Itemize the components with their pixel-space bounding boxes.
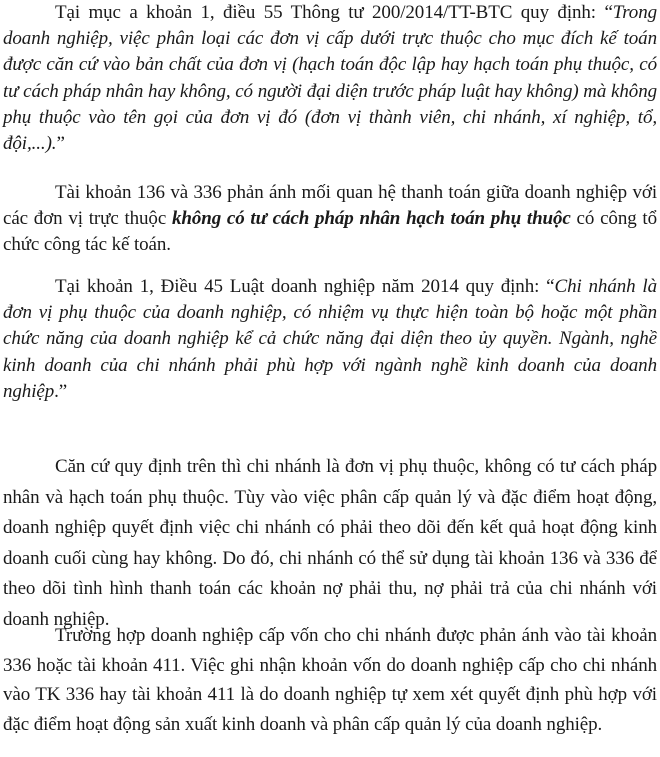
paragraph-lead: Tại khoản 1, Điều 45 Luật doanh nghiệp năm 2014 quy định: “ [55,276,555,297]
paragraph-tail: có công tổ chức công tác kế toán. [3,208,657,256]
paragraph-branch-conclusion: Căn cứ quy định trên thì chi nhánh là đơn vị phụ thuộc, không có tư cách pháp nhân và hạch toán phụ thuộc. Tùy vào việc phân cấp quản lý và đặc điểm hoạt động, doanh nghiệp quyết định việc chi nhánh có phải theo dõi đến kết quả hoạt động kinh doanh cuối cùng hay không. Do đó, chi nhánh có thể sử dụng tài khoản 136 và 336 để theo dõi tình hình thanh toán các khoản nợ phải thu, nợ phải trả của chi nhánh với doanh nghiệp. [3,456,657,630]
paragraph-enterprise-law [3,274,657,405]
paragraph-lead: Tài khoản 136 và 336 phản ánh mối quan hệ thanh toán giữa doanh nghiệp với các đơn vị trực thuộc [3,182,657,230]
paragraph-accounts-136-336 [3,180,657,259]
quoted-law: Chi nhánh là đơn vị phụ thuộc của doanh nghiệp, có nhiệm vụ thực hiện toàn bộ hoặc một phần chức năng của doanh nghiệp kể cả chức năng đại diện theo ủy quyền. Ngành, nghề kinh doanh của chi nhánh phải phù hợp với ngành nghề kinh doanh của doanh nghiệp [3,276,657,402]
closing-quote: ” [56,133,65,155]
paragraph-circular-200 [3,0,657,157]
closing-quote: .” [54,380,68,402]
emphasized-phrase: không có tư cách pháp nhân hạch toán phụ thuộc [171,208,571,230]
quoted-regulation: Trong doanh nghiệp, việc phân loại các đơn vị cấp dưới trực thuộc cho mục đích kế toán được căn cứ vào bản chất của đơn vị (hạch toán độc lập hay hạch toán phụ thuộc, có tư cách pháp nhân hay không, có người đại diện trước pháp luật hay không) mà không phụ thuộc vào tên gọi của đơn vị đó (đơn vị thành viên, chi nhánh, xí nghiệp, tổ, đội,...). [3,2,657,155]
paragraph-capital-allocation: Trường hợp doanh nghiệp cấp vốn cho chi nhánh được phản ánh vào tài khoản 336 hoặc tài khoản 411. Việc ghi nhận khoản vốn do doanh nghiệp cấp cho chi nhánh vào TK 336 hay tài khoản 411 là do doanh nghiệp tự xem xét quyết định phù hợp với đặc điểm hoạt động sản xuất kinh doanh và phân cấp quản lý của doanh nghiệp. [3,625,657,735]
paragraph-lead: Tại mục a khoản 1, điều 55 Thông tư 200/2014/TT-BTC quy định: “ [55,2,613,23]
